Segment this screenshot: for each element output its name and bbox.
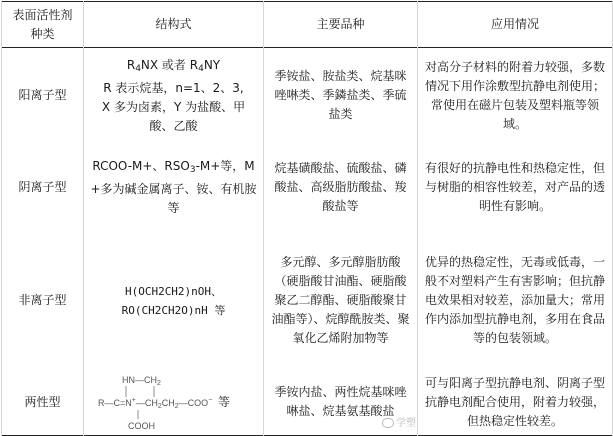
- header-applications: 应用情况: [418, 2, 613, 48]
- table-row: [2, 48, 613, 144]
- svg-text:R—C=N+—CH2CH2—COO−: $R—C=N^+—CH_2CH_2—COO^-$: [98, 397, 213, 411]
- row-applications: 优异的热稳定性，无毒或低毒，一般不对塑料产生有害影响；但抗静电效果相对较差，添加量大；常用作内添加型抗静电剂，多用在食品等的包装领域。: [418, 232, 613, 370]
- row-varieties: 多元醇、多元醇脂肪酸（硬脂酸甘油酯、硬脂酸聚乙二醇酯、硬脂酸聚甘油酯等）、烷醇酰胺类、聚氧化乙烯附加物等: [264, 232, 418, 370]
- table-header-row: [2, 2, 613, 48]
- row-type: 阴离子型: [2, 144, 84, 232]
- structure-formula: RO(CH2CH2O)nH 等: [121, 303, 226, 317]
- header-varieties: 主要品种: [264, 2, 418, 48]
- imidazoline-formula-drawing: [94, 371, 218, 433]
- row-applications: 对高分子材料的附着力较强，多数情况下用作涂敷型抗静电剂使用；常使用在磁片包装及塑料瓶等领域。: [418, 48, 613, 144]
- watermark: 学塑: [382, 414, 416, 433]
- table-row: [2, 144, 613, 232]
- row-applications: 有很好的抗静电性和热稳定性，但与树脂的相容性较差，对产品的透明性有影响。: [418, 144, 613, 232]
- row-structure: [84, 48, 264, 144]
- row-varieties: 季铵盐、胺盐类、烷基咪唑啉类、季鏻盐类、季硫盐类: [264, 48, 418, 144]
- row-varieties: 季铵内盐、两性烷基咪唑啉盐、烷基氨基酸盐 学塑: [264, 370, 418, 436]
- row-structure: [84, 370, 264, 436]
- row-type: 两性型: [2, 370, 84, 436]
- row-structure: RCOO-M+、$RSO_3-M+$等，M+多为碱金属离子、铵、有机胺等: [84, 144, 264, 232]
- row-applications: 可与阳离子型抗静电剂、阴离子型抗静电剂配合使用，附着力较强，但热稳定性较差。: [418, 370, 613, 436]
- structure-note: X 多为卤素，Y 为盐酸、甲酸、乙酸: [101, 99, 246, 133]
- svg-text:COOH: COOH: [128, 421, 155, 432]
- wechat-icon: [382, 418, 394, 428]
- structure-formula: $R_4NX$ 或者 $R_4NY$: [126, 57, 221, 74]
- structure-note: R 表示烷基，n=1、2、3,: [103, 80, 244, 95]
- header-structure: 结构式: [84, 2, 264, 48]
- row-varieties: 烷基磺酸盐、硫酸盐、磷酸盐、高级脂肪酸盐、羧酸盐等: [264, 144, 418, 232]
- row-type: 非离子型: [2, 232, 84, 370]
- row-type: 阳离子型: [2, 48, 84, 144]
- row-structure: [84, 232, 264, 370]
- table-row: [2, 370, 613, 436]
- svg-text:HN—CH2: $HN—CH_2$: [122, 375, 161, 388]
- structure-formula: H(OCH2CH2)nOH、: [124, 284, 223, 298]
- structure-suffix: 等: [218, 395, 231, 410]
- imidazoline-structure: [90, 371, 257, 433]
- header-type: 表面活性剂种类: [2, 2, 84, 48]
- table-row: [2, 232, 613, 370]
- surfactant-table: [1, 1, 613, 436]
